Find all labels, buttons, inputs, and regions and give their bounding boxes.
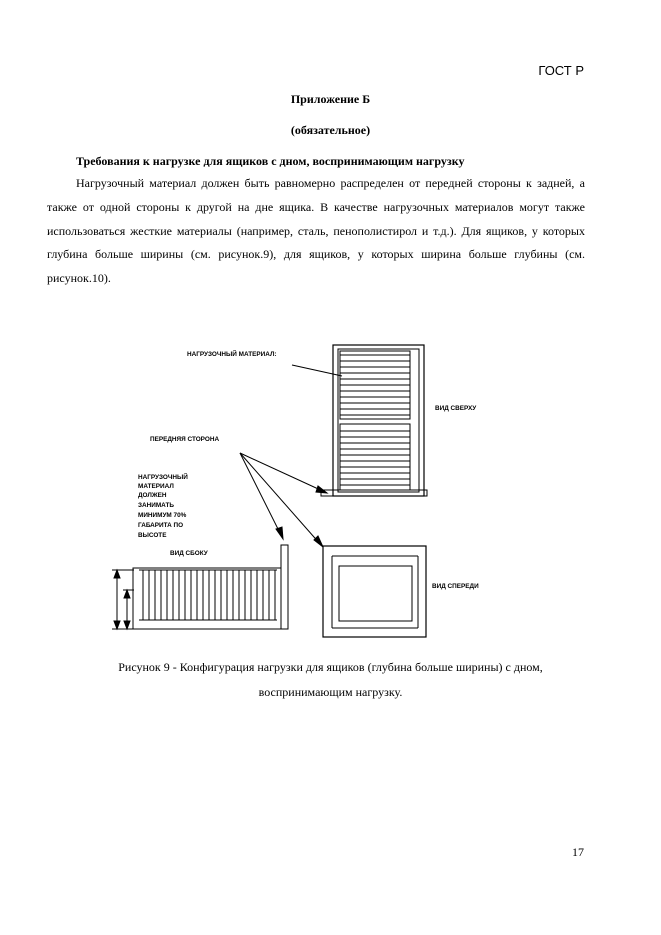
- figure-caption-line2: воспринимающим нагрузку.: [258, 685, 403, 699]
- side-view-slats: [139, 570, 277, 620]
- note-line-7: ВЫСОТЕ: [138, 532, 167, 539]
- load-configuration-figure: [0, 330, 661, 650]
- figure-caption-line1: Рисунок 9 - Конфигурация нагрузки для ящиков (глубина больше ширины) с дном,: [118, 660, 543, 674]
- appendix-title: Приложение Б: [290, 92, 371, 106]
- page-number: 17: [572, 845, 584, 859]
- label-front-side: ПЕРЕДНЯЯ СТОРОНА: [150, 436, 220, 443]
- body-paragraph: [47, 172, 585, 291]
- note-line-4: ЗАНИМАТЬ: [138, 502, 174, 509]
- note-line-6: ГАБАРИТА ПО: [138, 522, 184, 529]
- paragraph-text: Нагрузочный материал должен быть равномерно распределен от передней стороны к задней, а также от одной стороны к другой на дне ящика. В качестве нагрузочных материалов могут также использоваться жесткие материалы (например, сталь, пенополистирол и т.д.). Для ящиков, у которых глубина больше ширины (см. рисунок.9), для ящиков, у которых ширина больше глубины (см. рисунок.10).: [47, 176, 585, 286]
- label-side-view: ВИД СБОКУ: [170, 550, 208, 557]
- note-line-5: МИНИМУМ 70%: [138, 512, 187, 519]
- front-view-box: [323, 546, 426, 637]
- note-line-1: НАГРУЗОЧНЫЙ: [138, 474, 188, 481]
- label-front-view: ВИД СПЕРЕДИ: [432, 583, 479, 590]
- appendix-status: (обязательное): [290, 123, 371, 137]
- top-view-base: [321, 490, 427, 496]
- top-view-inner: [338, 349, 419, 492]
- note-line-3: ДОЛЖЕН: [138, 492, 167, 499]
- top-view-slats-upper: [340, 351, 410, 419]
- label-load-material: НАГРУЗОЧНЫЙ МАТЕРИАЛ:: [187, 351, 277, 358]
- top-view-slats-lower: [340, 424, 410, 490]
- section-heading: Требования к нагрузке для ящиков с дном, воспринимающим нагрузку: [76, 154, 465, 168]
- note-line-2: МАТЕРИАЛ: [138, 483, 174, 490]
- document-id: ГОСТ Р: [538, 63, 584, 78]
- label-top-view: ВИД СВЕРХУ: [435, 405, 477, 412]
- front-view-inner: [339, 566, 412, 621]
